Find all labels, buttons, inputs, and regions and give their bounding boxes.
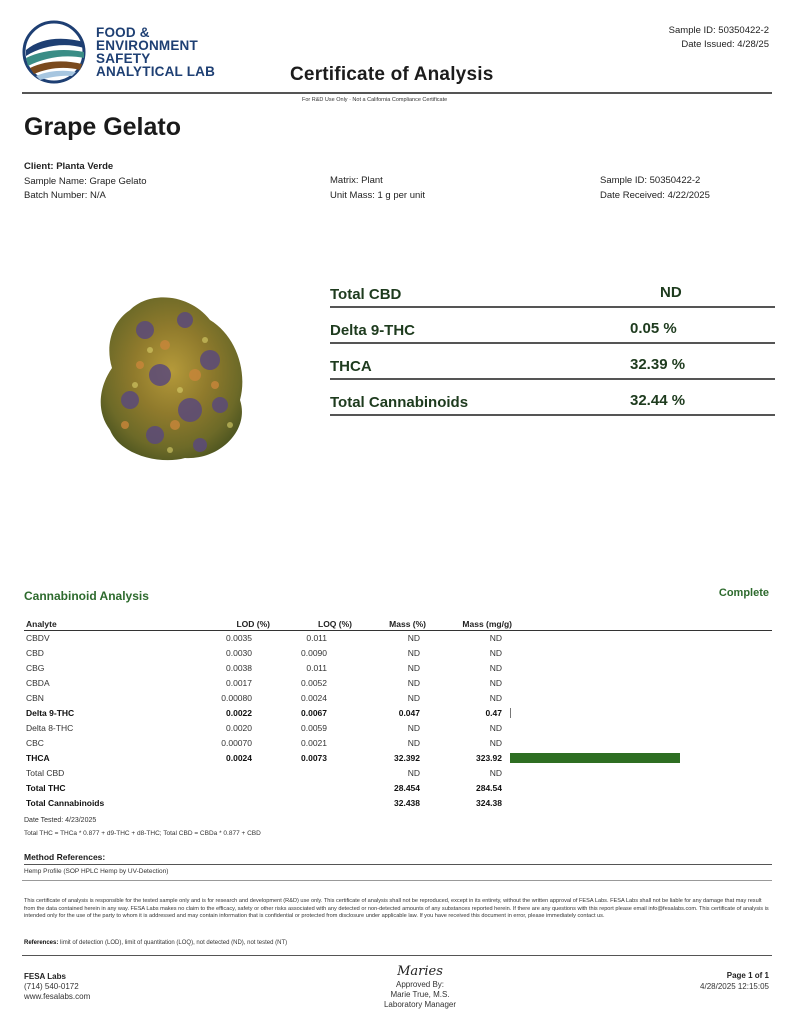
table-row xyxy=(24,751,772,766)
lab-phone: (714) 540-0172 xyxy=(24,982,79,991)
table-row xyxy=(24,646,772,661)
lab-logo-text xyxy=(96,26,215,78)
lab-name: FESA Labs xyxy=(24,972,66,981)
cell-loq: 0.011 xyxy=(306,663,327,673)
cell-mass-mg: 284.54 xyxy=(476,783,502,793)
summary-row xyxy=(330,308,775,344)
cell-mass-pct: 32.438 xyxy=(394,798,420,808)
potency-summary xyxy=(330,272,775,416)
signature: Maries xyxy=(397,964,443,979)
cell-analyte: Delta 9-THC xyxy=(26,708,75,718)
sample-id: Sample ID: 50350422-2 xyxy=(600,175,701,186)
summary-label: THCA xyxy=(330,358,372,375)
header-sample-id: Sample ID: 50350422-2 xyxy=(668,25,769,36)
method-divider xyxy=(22,880,772,881)
cell-mass-pct: ND xyxy=(407,723,420,733)
date-tested: Date Tested: 4/23/2025 xyxy=(24,817,97,824)
cell-lod: 0.0024 xyxy=(226,753,252,763)
lab-logo xyxy=(22,20,222,90)
cell-analyte: Total THC xyxy=(26,783,66,793)
cell-analyte: CBG xyxy=(26,663,45,673)
col-mass-mg: Mass (mg/g) xyxy=(462,619,512,629)
table-row xyxy=(24,706,772,721)
logo-line: ANALYTICAL LAB xyxy=(96,64,216,79)
summary-label: Total Cannabinoids xyxy=(330,394,469,411)
cell-mass-pct: 0.047 xyxy=(398,708,420,718)
total-row xyxy=(24,781,772,796)
summary-value: 0.05 % xyxy=(630,320,677,337)
cell-mass-mg: ND xyxy=(489,633,502,643)
top-meta xyxy=(669,24,769,52)
approval-block xyxy=(370,964,470,1010)
references xyxy=(24,940,287,946)
cell-mass-mg: 324.38 xyxy=(476,798,502,808)
cell-analyte: CBN xyxy=(26,693,44,703)
logo-line: ENVIRONMENT xyxy=(96,38,198,53)
cell-mass-mg: 0.47 xyxy=(485,708,502,718)
references-label: References: xyxy=(24,940,59,946)
page-number: Page 1 of 1 xyxy=(726,971,769,980)
cell-mass-mg: ND xyxy=(489,738,502,748)
cell-mass-pct: ND xyxy=(407,768,420,778)
cell-analyte: CBD xyxy=(26,648,44,658)
total-row xyxy=(24,766,772,781)
summary-value: 32.39 % xyxy=(630,356,686,373)
col-mass-pct: Mass (%) xyxy=(389,619,426,629)
cell-mass-mg: ND xyxy=(489,723,502,733)
cell-mass-mg: ND xyxy=(489,678,502,688)
references-text: limit of detection (LOD), limit of quantitation (LOQ), not detected (ND), not tested (NT) xyxy=(60,940,288,946)
cell-mass-mg: ND xyxy=(489,648,502,658)
mass-bar xyxy=(510,708,710,718)
sample-info xyxy=(600,174,710,203)
cell-mass-pct: 28.454 xyxy=(394,783,420,793)
approved-by-label: Approved By: xyxy=(395,980,445,989)
table-row xyxy=(24,736,772,751)
batch-number: Batch Number: N/A xyxy=(24,190,106,201)
table-row xyxy=(24,631,772,646)
col-loq: LOQ (%) xyxy=(318,619,352,629)
date-received: Date Received: 4/22/2025 xyxy=(600,189,710,201)
cell-loq: 0.011 xyxy=(306,633,327,643)
mass-bar-fill xyxy=(510,708,511,718)
cell-mass-pct: ND xyxy=(407,663,420,673)
cell-lod: 0.00080 xyxy=(221,693,252,703)
cell-mass-pct: 32.392 xyxy=(394,753,420,763)
summary-row xyxy=(330,272,775,308)
logo-line: FOOD & xyxy=(96,25,150,40)
page-title: Certificate of Analysis xyxy=(290,64,494,85)
cell-mass-pct: ND xyxy=(407,633,420,643)
cell-loq: 0.0052 xyxy=(301,678,327,688)
cell-analyte: CBDA xyxy=(26,678,50,688)
matrix: Matrix: Plant xyxy=(330,175,383,186)
col-analyte: Analyte xyxy=(26,619,57,629)
product-photo xyxy=(90,290,250,465)
print-timestamp: 4/28/2025 12:15:05 xyxy=(700,982,769,991)
summary-value: ND xyxy=(660,284,682,301)
cell-analyte: THCA xyxy=(26,753,50,763)
table-body xyxy=(24,631,772,811)
matrix-info xyxy=(330,174,425,203)
approver-name: Marie True, M.S. xyxy=(390,990,450,999)
analysis-table xyxy=(24,617,772,811)
analysis-status: Complete xyxy=(718,587,769,599)
client-info xyxy=(24,160,147,204)
analysis-title: Cannabinoid Analysis xyxy=(24,589,149,603)
lab-contact xyxy=(24,972,90,1002)
cell-lod: 0.0030 xyxy=(226,648,252,658)
summary-row xyxy=(330,344,775,380)
logo-line: SAFETY xyxy=(96,51,151,66)
cell-mass-mg: ND xyxy=(489,693,502,703)
col-lod: LOD (%) xyxy=(236,619,270,629)
cell-mass-pct: ND xyxy=(407,648,420,658)
cell-analyte: CBDV xyxy=(26,633,50,643)
mass-bar-fill xyxy=(510,753,680,763)
summary-row xyxy=(330,380,775,416)
cell-mass-mg: ND xyxy=(489,768,502,778)
approver-title: Laboratory Manager xyxy=(383,1000,457,1009)
cell-lod: 0.0035 xyxy=(226,633,252,643)
cell-mass-pct: ND xyxy=(407,738,420,748)
cell-lod: 0.0020 xyxy=(226,723,252,733)
cell-lod: 0.0022 xyxy=(226,708,252,718)
lab-website: www.fesalabs.com xyxy=(24,992,91,1001)
summary-label: Delta 9-THC xyxy=(330,322,416,339)
cell-loq: 0.0073 xyxy=(301,753,327,763)
cell-analyte: Total CBD xyxy=(26,768,65,778)
total-row xyxy=(24,796,772,811)
footer-divider xyxy=(22,955,772,956)
cell-loq: 0.0067 xyxy=(301,708,327,718)
cell-lod: 0.00070 xyxy=(221,738,252,748)
header-date-issued: Date Issued: 4/28/25 xyxy=(681,39,769,50)
client-name: Client: Planta Verde xyxy=(24,161,114,172)
table-row xyxy=(24,721,772,736)
unit-mass: Unit Mass: 1 g per unit xyxy=(330,189,426,201)
lab-logo-icon xyxy=(22,20,88,84)
cell-loq: 0.0021 xyxy=(301,738,327,748)
mass-bar xyxy=(510,753,710,763)
cell-mass-pct: ND xyxy=(407,693,420,703)
table-header xyxy=(24,617,772,631)
disclaimer: This certificate of analysis is responsible for the tested sample only and is for research and development (R&D) use only. This certificate of analysis shall not be reproduced, except in its entirety, without the written approval of FESA Labs. FESA Labs shall not be liable for any damage that may result from the data contained herein in any way. FESA Labs makes no claim to the efficacy, safety or other risks associated with any detected or non-detected amounts of any substances reported herein. If there are any questions with this report please email info@fesalabs.com. This certificate of analysis is intended only for the use of the party to whom it is addressed and may contain information that is confidential or protected from disclosure under applicable law. If you have received this document in error, please immediately contact us. xyxy=(24,898,769,919)
method-value: Hemp Profile (SOP HPLC Hemp by UV-Detection) xyxy=(24,868,169,875)
cell-lod: 0.0017 xyxy=(226,678,252,688)
cell-analyte: Delta 8-THC xyxy=(26,723,74,733)
cell-mass-pct: ND xyxy=(407,678,420,688)
header-divider xyxy=(22,92,772,94)
summary-label: Total CBD xyxy=(330,286,402,303)
rnd-note: For R&D Use Only · Not a California Compliance Certificate xyxy=(302,97,448,103)
cell-loq: 0.0090 xyxy=(301,648,327,658)
table-row xyxy=(24,661,772,676)
cell-mass-mg: ND xyxy=(489,663,502,673)
method-header: Method References: xyxy=(24,852,772,865)
cell-mass-mg: 323.92 xyxy=(476,753,502,763)
cell-analyte: CBC xyxy=(26,738,44,748)
cell-lod: 0.0038 xyxy=(226,663,252,673)
cell-loq: 0.0059 xyxy=(301,723,327,733)
sample-name: Sample Name: Grape Gelato xyxy=(24,175,147,187)
page-info xyxy=(700,970,769,992)
total-formula: Total THC = THCa * 0.877 + d9-THC + d8-THC; Total CBD = CBDa * 0.877 + CBD xyxy=(24,830,261,837)
table-row xyxy=(24,691,772,706)
table-row xyxy=(24,676,772,691)
cell-loq: 0.0024 xyxy=(301,693,327,703)
summary-value: 32.44 % xyxy=(630,392,686,409)
product-name: Grape Gelato xyxy=(24,113,181,141)
cell-analyte: Total Cannabinoids xyxy=(26,798,105,808)
